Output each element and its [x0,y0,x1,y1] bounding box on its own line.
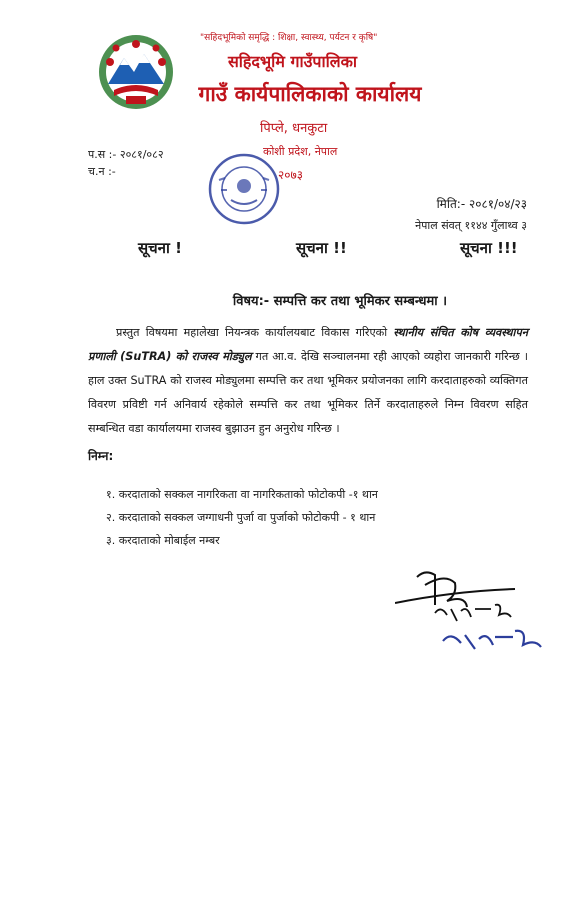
date: मिति:- २०८१/०४/२३ [436,197,527,211]
nepal-sambat-date: नेपाल संवत् ११४४ गुँलाथ्व ३ [415,219,527,232]
office-name: गाउँ कार्यपालिकाको कार्यालय [198,82,422,106]
notice-heading-1: सूचना ! [138,239,182,257]
body-text-part1: प्रस्तुत विषयमा महालेखा नियन्त्रक कार्यालयबाट विकास गरिएको [116,326,394,339]
signature-icon [395,565,555,665]
list-item: १. करदाताको सक्कल नागरिकता वा नागरिकताको फोटोकपी -१ थान [106,488,378,501]
address-line1: पिप्ले, धनकुटा [260,121,328,136]
motto: "सहिदभूमिको समृद्धि : शिक्षा, स्वास्थ्य, पर्यटन र कृषि" [200,33,378,43]
notice-heading-2: सूचना !! [296,239,347,257]
address-line2: कोशी प्रदेश, नेपाल [263,145,338,158]
body-paragraph [88,321,528,441]
body-text-part2: गत आ.व. देखि सञ्चालनमा रही आएको व्यहोरा जानकारी गरिन्छ । हाल उक्त SuTRA को राजस्व मोड्युलमा सम्पत्ति कर तथा भूमिकर प्रयोजनका लागि करदाताहरुको व्यक्तिगत विवरण प्रविष्टी गर्न अनिवार्य रहेकोले सम्पत्ति कर तथा भूमिकर तिर्ने करदाताहरुले निम्न विवरण सहित सम्बन्धित वडा कार्यालयमा राजस्व बुझाउन हुन अनुरोध गरिन्छ । [88,350,528,435]
dispatch-number: च.न :- [88,165,116,178]
subject-line: विषय:- सम्पत्ति कर तथा भूमिकर सम्बन्धमा । [232,294,448,309]
list-heading: निम्न: [88,449,114,463]
letter-number: प.स :- २०८१/०८२ [88,148,164,161]
body-text-emphasis: स्थानीय संचित कोष व्यवस्थापन प्रणाली (SuTRA) को राजस्व मोड्युल [88,326,528,363]
notice-heading-3: सूचना !!! [460,239,518,257]
org-name: सहिदभूमि गाउँपालिका [227,52,358,71]
established-year: २०७३ [278,168,303,182]
requirements-list [106,483,378,552]
office-stamp-icon [205,150,283,228]
list-item: २. करदाताको सक्कल जग्गाधनी पुर्जा वा पुर्जाको फोटोकपी - १ थान [106,511,376,524]
list-item: ३. करदाताको मोबाईल नम्बर [106,534,220,547]
